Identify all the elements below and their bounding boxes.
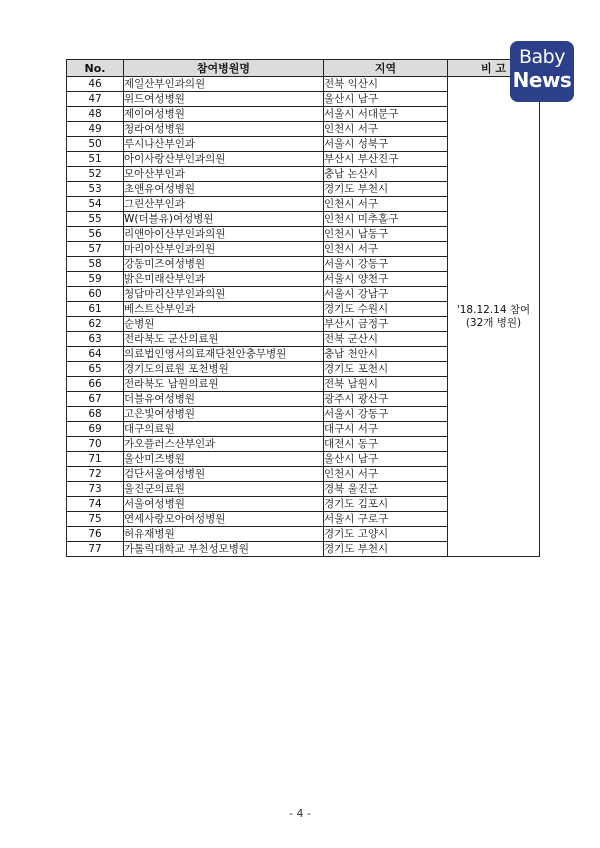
participation-count: (32개 병원) <box>465 316 522 329</box>
header-note: 비 고 <box>448 60 540 77</box>
hospital-name: 대구의료원 <box>124 422 324 437</box>
hospital-name: W(더블유)여성병원 <box>124 212 324 227</box>
row-number: 58 <box>67 257 124 272</box>
row-number: 75 <box>67 512 124 527</box>
hospital-name: 모아산부인과 <box>124 167 324 182</box>
row-number: 59 <box>67 272 124 287</box>
hospital-name: 가오플러스산부인과 <box>124 437 324 452</box>
hospital-region: 서울시 강남구 <box>324 287 448 302</box>
hospital-name: 연세사랑모아여성병원 <box>124 512 324 527</box>
row-number: 66 <box>67 377 124 392</box>
logo-text-news: News <box>512 68 572 92</box>
hospital-name: 베스트산부인과 <box>124 302 324 317</box>
page-number: - 4 - <box>289 807 311 820</box>
hospital-region: 전북 남원시 <box>324 377 448 392</box>
row-number: 55 <box>67 212 124 227</box>
babynews-logo <box>510 41 574 102</box>
hospital-region: 경북 울진군 <box>324 482 448 497</box>
table-header-row <box>67 60 540 77</box>
hospital-name: 제이여성병원 <box>124 107 324 122</box>
hospital-region: 인천시 서구 <box>324 467 448 482</box>
hospital-name: 청담마리산부인과의원 <box>124 287 324 302</box>
hospital-name: 강동미즈여성병원 <box>124 257 324 272</box>
hospital-region: 경기도 고양시 <box>324 527 448 542</box>
hospital-region: 서울시 강동구 <box>324 407 448 422</box>
row-number: 57 <box>67 242 124 257</box>
header-no: No. <box>67 60 124 77</box>
row-number: 76 <box>67 527 124 542</box>
hospital-name: 아이사랑산부인과의원 <box>124 152 324 167</box>
row-number: 46 <box>67 77 124 92</box>
hospital-name: 가톨릭대학교 부천성모병원 <box>124 542 324 557</box>
row-number: 70 <box>67 437 124 452</box>
hospital-region: 경기도 포천시 <box>324 362 448 377</box>
row-number: 69 <box>67 422 124 437</box>
hospital-name: 순병원 <box>124 317 324 332</box>
row-number: 71 <box>67 452 124 467</box>
header-region: 지역 <box>324 60 448 77</box>
row-number: 68 <box>67 407 124 422</box>
participating-hospitals-table <box>66 59 540 557</box>
hospital-name: 그린산부인과 <box>124 197 324 212</box>
row-number: 67 <box>67 392 124 407</box>
hospital-name: 고은빛여성병원 <box>124 407 324 422</box>
hospital-region: 충남 천안시 <box>324 347 448 362</box>
hospital-name: 밝은미래산부인과 <box>124 272 324 287</box>
hospital-region: 부산시 금정구 <box>324 317 448 332</box>
table-row <box>67 77 540 92</box>
hospital-name: 울산미즈병원 <box>124 452 324 467</box>
hospital-name: 초앤유여성병원 <box>124 182 324 197</box>
hospital-region: 전북 익산시 <box>324 77 448 92</box>
hospital-name: 의료법인영서의료재단천안충무병원 <box>124 347 324 362</box>
hospital-region: 인천시 서구 <box>324 122 448 137</box>
hospital-region: 인천시 서구 <box>324 197 448 212</box>
hospital-region: 대구시 서구 <box>324 422 448 437</box>
hospital-region: 울산시 남구 <box>324 452 448 467</box>
hospital-region: 광주시 광산구 <box>324 392 448 407</box>
row-number: 56 <box>67 227 124 242</box>
hospital-name: 전라북도 군산의료원 <box>124 332 324 347</box>
hospital-name: 울진군의료원 <box>124 482 324 497</box>
row-number: 63 <box>67 332 124 347</box>
row-number: 77 <box>67 542 124 557</box>
hospital-region: 서울시 강동구 <box>324 257 448 272</box>
participation-date: '18.12.14 참여 <box>456 303 531 316</box>
row-number: 51 <box>67 152 124 167</box>
row-number: 72 <box>67 467 124 482</box>
hospital-region: 서울시 구로구 <box>324 512 448 527</box>
hospital-name: 마리아산부인과의원 <box>124 242 324 257</box>
hospital-region: 서울시 양천구 <box>324 272 448 287</box>
header-hospital-name: 참여병원명 <box>124 60 324 77</box>
table-body <box>67 77 540 557</box>
hospital-name: 청라여성병원 <box>124 122 324 137</box>
hospital-name: 검단서울여성병원 <box>124 467 324 482</box>
row-number: 73 <box>67 482 124 497</box>
row-number: 62 <box>67 317 124 332</box>
hospital-name: 제일산부인과의원 <box>124 77 324 92</box>
hospital-name: 전라북도 남원의료원 <box>124 377 324 392</box>
hospital-region: 경기도 부천시 <box>324 182 448 197</box>
hospital-region: 경기도 부천시 <box>324 542 448 557</box>
hospital-name: 리앤아이산부인과의원 <box>124 227 324 242</box>
row-number: 64 <box>67 347 124 362</box>
row-number: 50 <box>67 137 124 152</box>
hospital-region: 서울시 서대문구 <box>324 107 448 122</box>
row-number: 61 <box>67 302 124 317</box>
hospital-region: 서울시 성북구 <box>324 137 448 152</box>
hospital-region: 인천시 미추홀구 <box>324 212 448 227</box>
row-number: 65 <box>67 362 124 377</box>
hospital-region: 인천시 서구 <box>324 242 448 257</box>
hospital-region: 인천시 남동구 <box>324 227 448 242</box>
row-number: 49 <box>67 122 124 137</box>
row-number: 47 <box>67 92 124 107</box>
logo-text-baby: Baby <box>519 46 565 68</box>
participation-note <box>448 77 540 557</box>
hospital-name: 위드여성병원 <box>124 92 324 107</box>
hospital-region: 대전시 동구 <box>324 437 448 452</box>
row-number: 54 <box>67 197 124 212</box>
hospital-region: 경기도 김포시 <box>324 497 448 512</box>
hospital-name: 서울여성병원 <box>124 497 324 512</box>
row-number: 48 <box>67 107 124 122</box>
row-number: 52 <box>67 167 124 182</box>
row-number: 53 <box>67 182 124 197</box>
hospital-region: 부산시 부산진구 <box>324 152 448 167</box>
hospital-name: 루시나산부인과 <box>124 137 324 152</box>
hospital-name: 더블유여성병원 <box>124 392 324 407</box>
hospital-region: 충남 논산시 <box>324 167 448 182</box>
hospital-name: 허유재병원 <box>124 527 324 542</box>
hospital-region: 전북 군산시 <box>324 332 448 347</box>
row-number: 60 <box>67 287 124 302</box>
hospital-name: 경기도의료원 포천병원 <box>124 362 324 377</box>
hospital-region: 울산시 남구 <box>324 92 448 107</box>
row-number: 74 <box>67 497 124 512</box>
hospital-region: 경기도 수원시 <box>324 302 448 317</box>
